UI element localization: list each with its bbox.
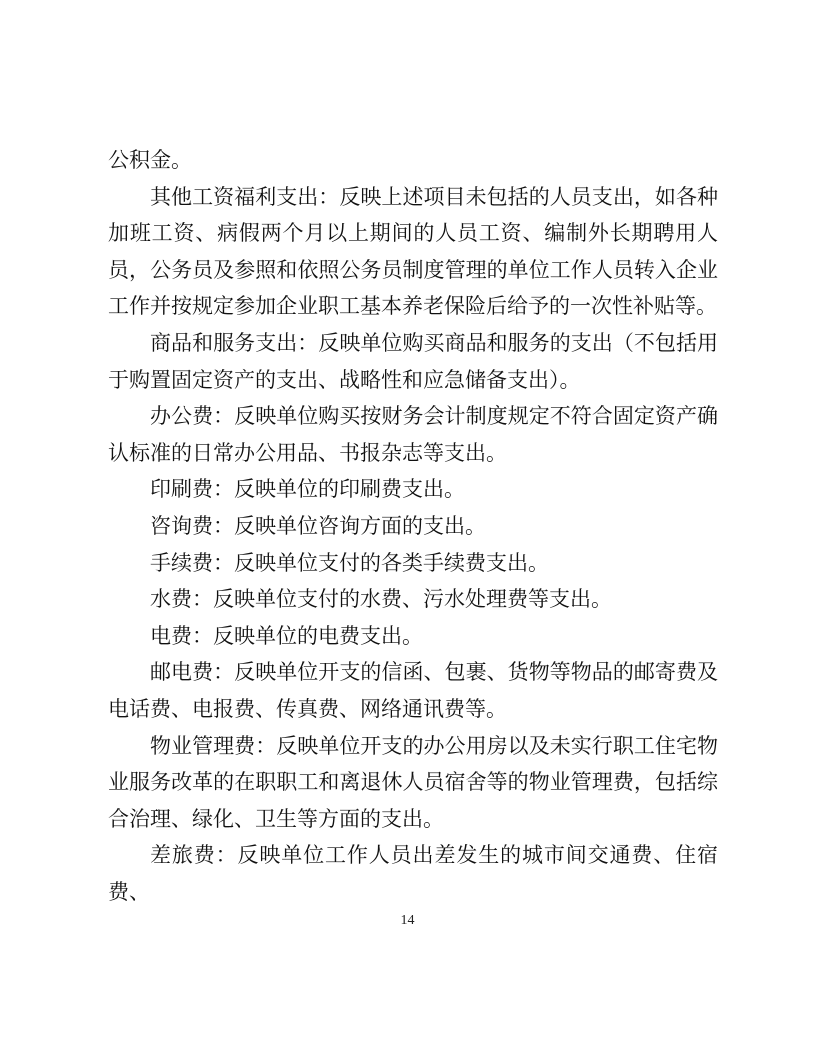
paragraph-postal-telecom-fee: 邮电费：反映单位开支的信函、包裹、货物等物品的邮寄费及电话费、电报费、传真费、网络通讯费等。	[108, 660, 718, 721]
paragraph-other-wage-welfare: 其他工资福利支出：反映上述项目未包括的人员支出，如各种加班工资、病假两个月以上期间的人员工资、编制外长期聘用人员，公务员及参照和依照公务员制度管理的单位工作人员转入企业工作并按规定参加企业职工基本养老保险后给予的一次性补贴等。	[108, 184, 718, 319]
paragraph-water-fee: 水费：反映单位支付的水费、污水处理费等支出。	[150, 587, 612, 612]
paragraph-travel-expense: 差旅费：反映单位工作人员出差发生的城市间交通费、住宿费、	[108, 843, 718, 904]
paragraph-office-expense: 办公费：反映单位购买按财务会计制度规定不符合固定资产确认标准的日常办公用品、书报杂志等支出。	[108, 404, 718, 465]
page-number: 14	[400, 913, 415, 928]
body-text	[108, 142, 718, 910]
paragraph-consulting-expense: 咨询费：反映单位咨询方面的支出。	[150, 513, 486, 538]
paragraph-continuation: 公积金。	[108, 148, 192, 172]
paragraph-printing-expense: 印刷费：反映单位的印刷费支出。	[150, 477, 465, 502]
paragraph-property-management-fee: 物业管理费：反映单位开支的办公用房以及未实行职工住宅物业服务改革的在职职工和离退休人员宿舍等的物业管理费，包括综合治理、绿化、卫生等方面的支出。	[108, 733, 718, 831]
paragraph-handling-fee: 手续费：反映单位支付的各类手续费支出。	[150, 550, 549, 575]
paragraph-goods-services: 商品和服务支出：反映单位购买商品和服务的支出（不包括用于购置固定资产的支出、战略性和应急储备支出）。	[108, 330, 718, 392]
paragraph-electricity-fee: 电费：反映单位的电费支出。	[150, 623, 423, 648]
